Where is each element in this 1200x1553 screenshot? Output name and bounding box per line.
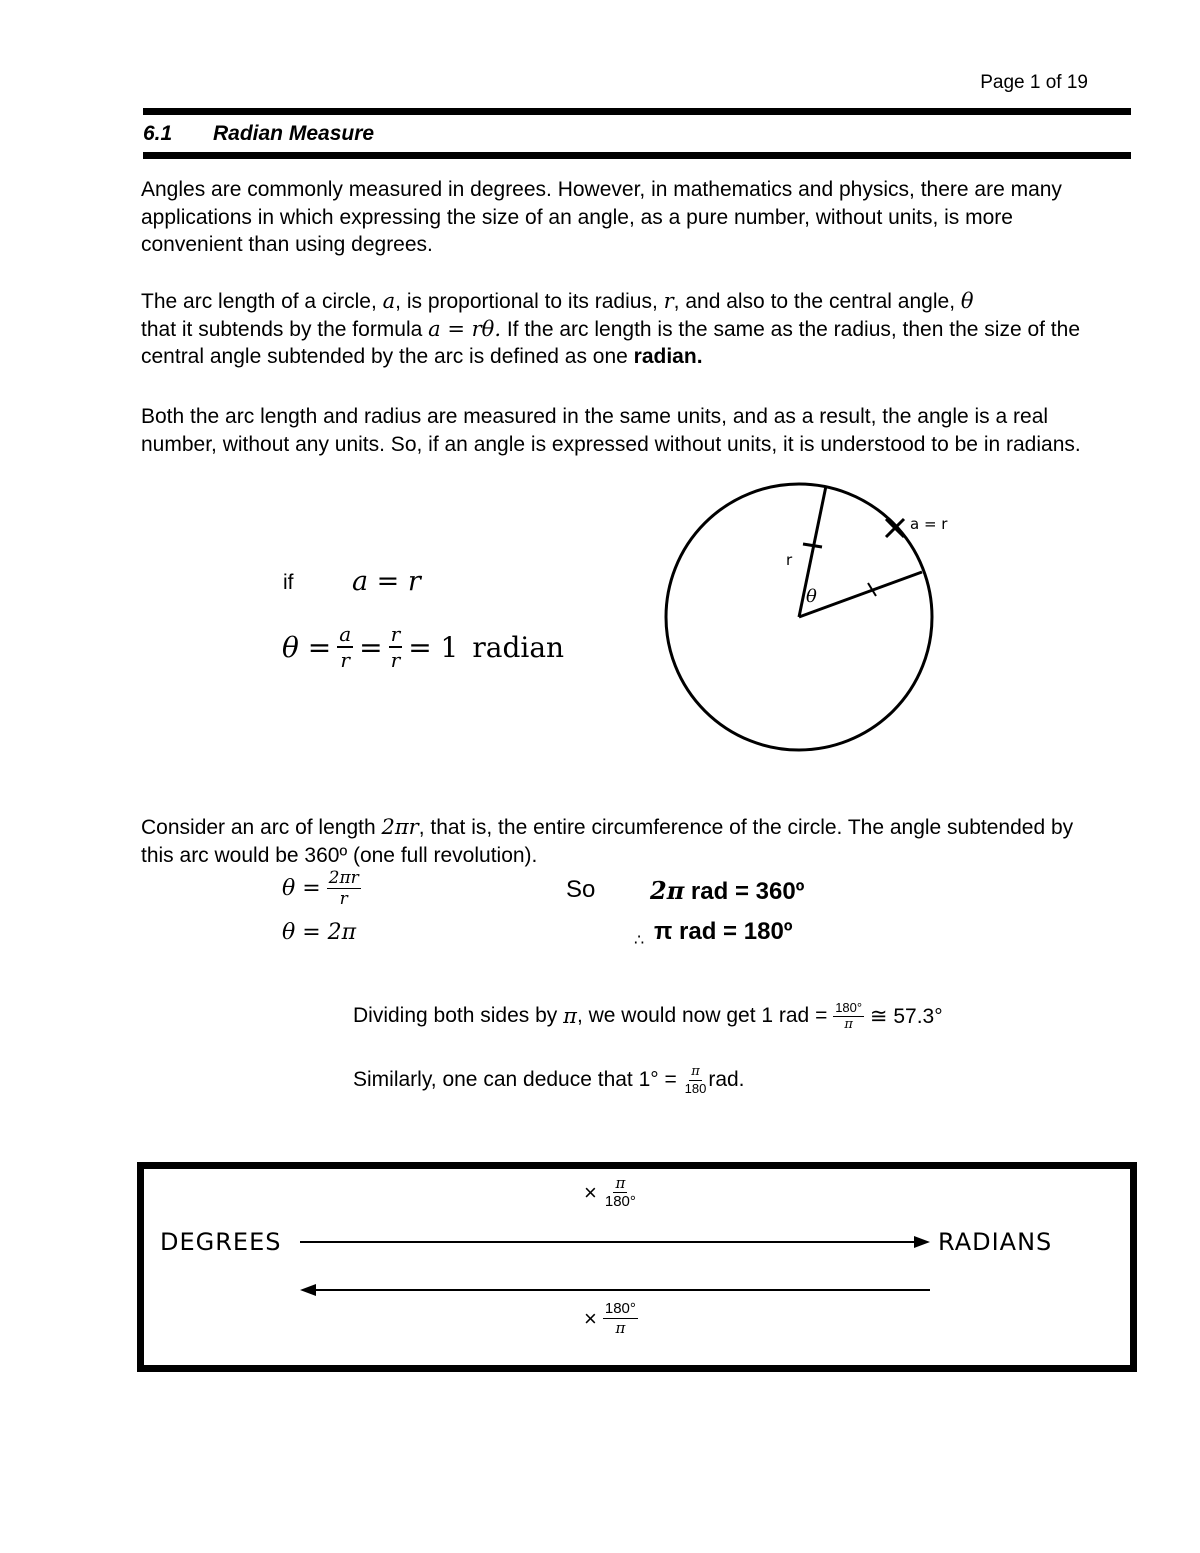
- d2-text-a: Similarly, one can deduce that 1° =: [353, 1068, 683, 1092]
- arrow-left-head: [300, 1284, 316, 1296]
- times-symbol: ×: [584, 1179, 597, 1205]
- d2-text-b: rad.: [708, 1068, 745, 1092]
- frac-num: a: [339, 622, 352, 646]
- deduction-2: [353, 1064, 745, 1096]
- p2-text-a: The arc length of a circle,: [141, 290, 383, 313]
- multiplier-deg-to-rad: [584, 1174, 638, 1211]
- result-pi-180: π rad = 180º: [654, 918, 793, 945]
- label-r: r: [786, 551, 793, 569]
- section-name: Radian Measure: [213, 122, 375, 145]
- p2-text-c: , and also to the central angle,: [673, 290, 961, 313]
- degrees-label: DEGREES: [160, 1228, 282, 1256]
- p2-text-d: that it subtends by the formula: [141, 317, 429, 341]
- radian-term: radian.: [633, 345, 703, 368]
- intro-paragraph-1: Angles are commonly measured in degrees. However, in mathematics and physics, there are many applications in which expressing the size of an angle, as a pure number, without units, is more convenient than using degrees.: [141, 178, 1062, 256]
- frac-den: π: [615, 1319, 626, 1337]
- so-label: So: [566, 876, 596, 903]
- arc-length-formula: a = rθ.: [428, 316, 501, 341]
- var-pi: π: [563, 1004, 577, 1029]
- p2-text-b: , is proportional to its radius,: [395, 290, 664, 313]
- section-title: [143, 122, 374, 146]
- radian-unit: radian: [472, 630, 565, 664]
- section-number: 6.1: [143, 122, 173, 145]
- frac-den: π: [844, 1016, 853, 1032]
- frac-den: 180: [684, 1080, 707, 1096]
- var-2pir: 2πr: [381, 815, 419, 839]
- radian-circle-diagram: [660, 480, 960, 760]
- result-2pi-360: [650, 876, 804, 906]
- frac-num: 180°: [835, 1000, 863, 1015]
- theta-lhs: θ =: [282, 876, 321, 902]
- top-rule: [143, 108, 1131, 115]
- if-equation: a = r: [352, 566, 421, 597]
- equals-sign: =: [359, 630, 383, 664]
- frac-den: r: [390, 648, 401, 672]
- circ-text-b: , that is, the entire circumference of the circle. The angle subtended by this arc would be 360º (one full revolution).: [141, 816, 1074, 867]
- frac-num: π: [615, 1174, 626, 1192]
- radians-label: RADIANS: [938, 1228, 1053, 1256]
- intro-paragraph-2: [141, 288, 1091, 371]
- radius-line-2: [799, 572, 922, 617]
- d1-text-b: , we would now get 1 rad =: [576, 1004, 834, 1028]
- fraction-pi-over-180deg: [603, 1174, 638, 1211]
- therefore-symbol: ∴: [634, 932, 645, 949]
- frac-num: r: [390, 622, 401, 646]
- label-arc: a = r: [910, 515, 948, 533]
- frac-den: r: [339, 889, 348, 910]
- two-pi: 2π: [650, 876, 685, 905]
- multiplier-rad-to-deg: [584, 1300, 638, 1337]
- var-a: a: [382, 289, 396, 313]
- radian-definition-equation: [282, 622, 564, 672]
- intro-paragraph-3: Both the arc length and radius are measured in the same units, and as a result, the angle is a real number, without any units. So, if an angle is expressed without units, it is understood to be in radians.: [141, 405, 1081, 456]
- frac-den: r: [340, 648, 350, 672]
- title-underline-rule: [143, 152, 1131, 159]
- d1-text-a: Dividing both sides by: [353, 1004, 564, 1028]
- p2-text-e: If the arc length is the same as the radius, then the size of the central angle subtended by the arc is defined as one: [141, 317, 1080, 368]
- circumference-paragraph: [141, 814, 1091, 869]
- frac-num: 180°: [604, 1300, 636, 1317]
- times-symbol: ×: [584, 1305, 597, 1331]
- fraction-180deg-over-pi: [603, 1300, 638, 1337]
- fraction-pi-over-180: [683, 1064, 709, 1096]
- fraction-a-over-r: [337, 622, 353, 672]
- page-number: Page 1 of 19: [980, 72, 1088, 93]
- full-circle-equation: [282, 868, 361, 910]
- conversion-arrows: [296, 1230, 936, 1300]
- arrow-right-head: [914, 1236, 930, 1248]
- var-theta: θ: [960, 289, 974, 313]
- frac-den: 180°: [604, 1193, 636, 1210]
- equals-one: = 1: [408, 630, 459, 664]
- fraction-180-over-pi: [833, 1000, 864, 1032]
- d1-text-c: ≅ 57.3°: [864, 1004, 943, 1028]
- fraction-r-over-r: [389, 622, 403, 672]
- theta-equals-2pi: θ = 2π: [282, 920, 357, 945]
- frac-num: 2πr: [328, 868, 359, 888]
- theta-lhs: θ =: [282, 630, 332, 664]
- rad-360: rad = 360º: [684, 878, 805, 905]
- label-theta: θ: [806, 586, 817, 607]
- radius-tick-1: [803, 544, 822, 547]
- fraction-2pir-over-r: [327, 868, 361, 910]
- deduction-1: [353, 1000, 943, 1032]
- var-r: r: [663, 289, 674, 313]
- frac-num: π: [691, 1064, 700, 1079]
- if-label: if: [283, 571, 294, 594]
- circ-text-a: Consider an arc of length: [141, 816, 382, 839]
